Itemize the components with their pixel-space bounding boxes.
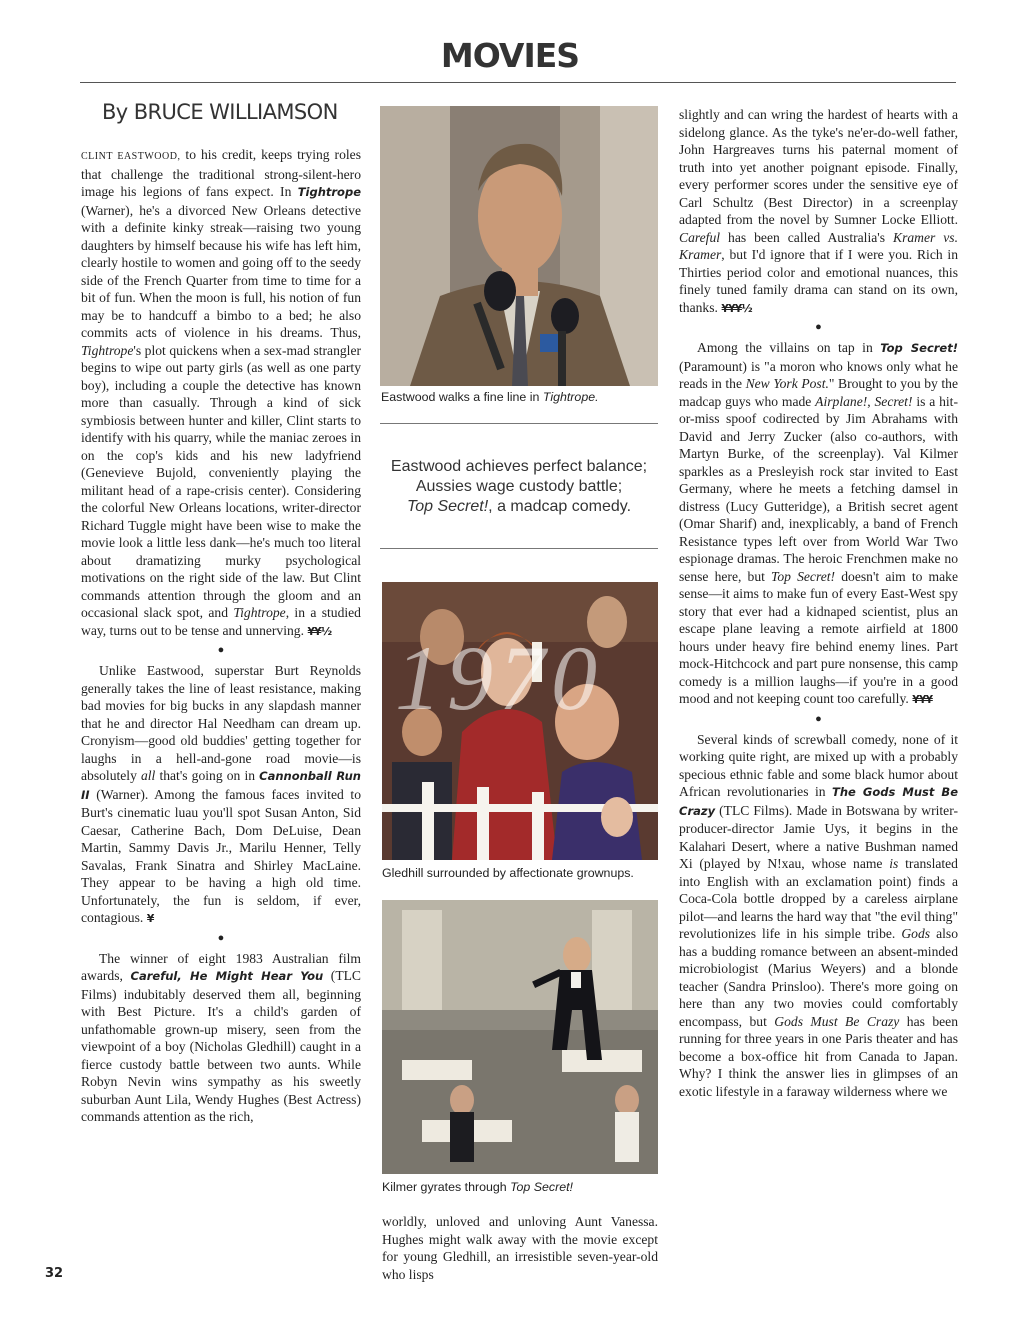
photo-kilmer [382, 900, 658, 1174]
rating-tightrope: ¥¥½ [307, 624, 332, 638]
caption-photo-gledhill: Gledhill surrounded by affectionate grownups. [382, 866, 634, 880]
divider-top [380, 423, 658, 424]
paragraph-tightrope: CLINT EASTWOOD, to his credit, keeps trying roles that challenge the traditional strong-silent-hero image his legions of fans expect. In Tightrope (Warner), he's a divorced New Orleans detective with a definite kinky streak—raising two young daughters by himself because his wife has left him, clearly hostile to women and going off to the seedy side of the French Quarter from time to time for a bit of fun. When the moon is full, his notion of fun may be to handcuff a bimbo to a bed; he also commits acts of violence in his dreams. Thus, Tightrope's plot quickens when a sex-mad strangler begins to wipe out party girls (as well as one party boy), including a couple the detective has known more than casually. Through a kind of sick symbiosis between hunter and killer, Clint starts to identify with his quarry, while the maniac zeroes in on the cop's kids and his new ladyfriend (Genevieve Bujold, conveniently playing the militant head of a rape-crisis center). Considering the colorful New Orleans locations, writer-director Richard Tuggle might have been wise to make the movie look a little less dank—he's much too literal about dramatizing murky psychological motivations on the right side of the law. But Clint commands attention through the gloom and an occasional slack spot, and Tightrope, in a studied way, turns out to be tense and unnerving. ¥¥½ [81, 147, 361, 638]
caption-photo-eastwood: Eastwood walks a fine line in Tightrope. [381, 390, 599, 404]
watermark: 1970 [395, 627, 603, 729]
paragraph-careful: The winner of eight 1983 Australian film awards, Careful, He Might Hear You (TLC Films) indubitably deserved them all, beginning with Best Picture. It's a child's garden of unfathomable grown-up misery, seen from the viewpoint of a boy (Nicholas Gledhill) caught in a fierce custody battle between two aunts. While Robyn Nevin wins sympathy as his sweetly suburban Aunt Lila, Wendy Hughes (Best Actress) commands attention as the rich, [81, 950, 362, 1124]
photo-eastwood [380, 106, 658, 386]
caption-photo-kilmer: Kilmer gyrates through Top Secret! [382, 1180, 574, 1194]
divider-bottom [380, 548, 658, 549]
paragraph-top-secret: Among the villains on tap in Top Secret! (Paramount) is "a moron who knows only what he reads in the New York Post." Brought to you by the madcap guys who made Airplane!, Secret! is a hit-or-miss spoof codirected by Jim Abrahams with David and Jerry Zucker (also co-authors, with Martyn Burke, of the screenplay). Val Kilmer sparkles as a Presleyish rock star invited to East Germany, where he meets a fetching damsel in distress (Lucy Gutteridge), a British secret agent (Omar Sharif) and, inexplicably, a band of French Resistance types left over from World War Two espionage dramas. The heroic Frenchmen make no sense here, but Top Secret! doesn't aim to make sense—it aims to make fun of every East-West spy story that ever had a kidnaped scientist, plus an escape plane leaving a remote airfield at 1800 hours under heavy fire behind enemy lines. Part mock-Hitchcock and part pure nonsense, this camp comedy is a million laughs—if you're in a good mood and not keeping count too carefully. ¥¥¥ [679, 340, 959, 706]
page-number: 32 [45, 1266, 64, 1281]
rating-cannonball: ¥ [146, 912, 154, 925]
paragraph-cannonball: Unlike Eastwood, superstar Burt Reynolds generally takes the line of least resistance, making bad movies for big bucks in any slapdash manner that he and director Hal Needham can dream up. Cronyism—good old buddies' getting together for laughs in a hell-and-gone road movie—is absolutely all that's going on in Cannonball Run II (Warner). Among the famous faces invited to Burt's cinematic luau you'll spot Susan Anton, Sid Caesar, Catherine Bach, Dom DeLuise, Dean Martin, Sammy Davis Jr., Marilu Henner, Telly Savalas, Frank Sinatra and Shirley MacLaine. They appear to be having a high old time. Unfortunately, the fun is seldom, if ever, contagious. ¥ [81, 663, 361, 925]
paragraph-careful-cont: slightly and can wring the hardest of hearts with a sidelong glance. As the tyke's ne'er-do-well father, John Hargreaves turns his paternal moment of truth into yet another poignant episode. Finally, every performer scores under the sensitive eye of Carl Schultz (Best Director) in a screenplay adapted from the novel by Sumner Locke Elliott. Careful has been called Australia's Kramer vs. Kramer, but I'd ignore that if I were you. Rich in Thirties period color and emotional nuances, this finely tuned family drama can stand on its own, thanks. ¥¥¥½ [679, 107, 958, 315]
section-bullet: ● [815, 321, 822, 333]
byline: By BRUCE WILLIAMSON [102, 100, 338, 124]
page-header-title: MOVIES [440, 36, 580, 75]
article-column-3 [679, 106, 958, 1100]
article-column-2-text: worldly, unloved and unloving Aunt Vanessa. Hughes might walk away with the movie except for young Gledhill, an irresistible seven-year-old who lisps [382, 1214, 658, 1282]
article-column-1 [81, 146, 361, 1126]
pull-quote: Eastwood achieves perfect balance; Aussies wage custody battle; Top Secret!, a madcap comedy. [390, 458, 648, 515]
section-bullet: ● [217, 644, 225, 656]
section-bullet: ● [217, 931, 225, 944]
rating-top-secret: ¥¥¥ [912, 693, 933, 706]
rating-careful: ¥¥¥½ [721, 301, 752, 315]
header-rule [80, 82, 956, 83]
section-bullet: ● [815, 712, 822, 725]
paragraph-gods-must-be-crazy: Several kinds of screwball comedy, none of it working quite right, are mixed up with a probably specious ethnic fable and some black humor about African revolutionaries in The Gods Must Be Crazy (TLC Films). Made in Botswana by writer-producer-director Jamie Uys, it begins in the Kalahari Desert, where a native Bushman named Xi (played by N!xau, whose name is translated into English with an exclamation point) finds a Coca-Cola bottle dropped by a careless airplane pilot—and learns the hard way that "the evil thing" revolutionizes life in his simple tribe. Gods also has a budding romance between an absent-minded microbiologist (Marius Weyers) and a blonde teacher (Sandra Prinsloo). There's more going on here than any two movies could comfortably encompass, but Gods Must Be Crazy has been running for three years in one Paris theater and has become a box-office hit from Canada to Japan. Why? I think the answer lies in glimpses of an exotic lifestyle in a faraway wilderness where we [679, 731, 958, 1099]
